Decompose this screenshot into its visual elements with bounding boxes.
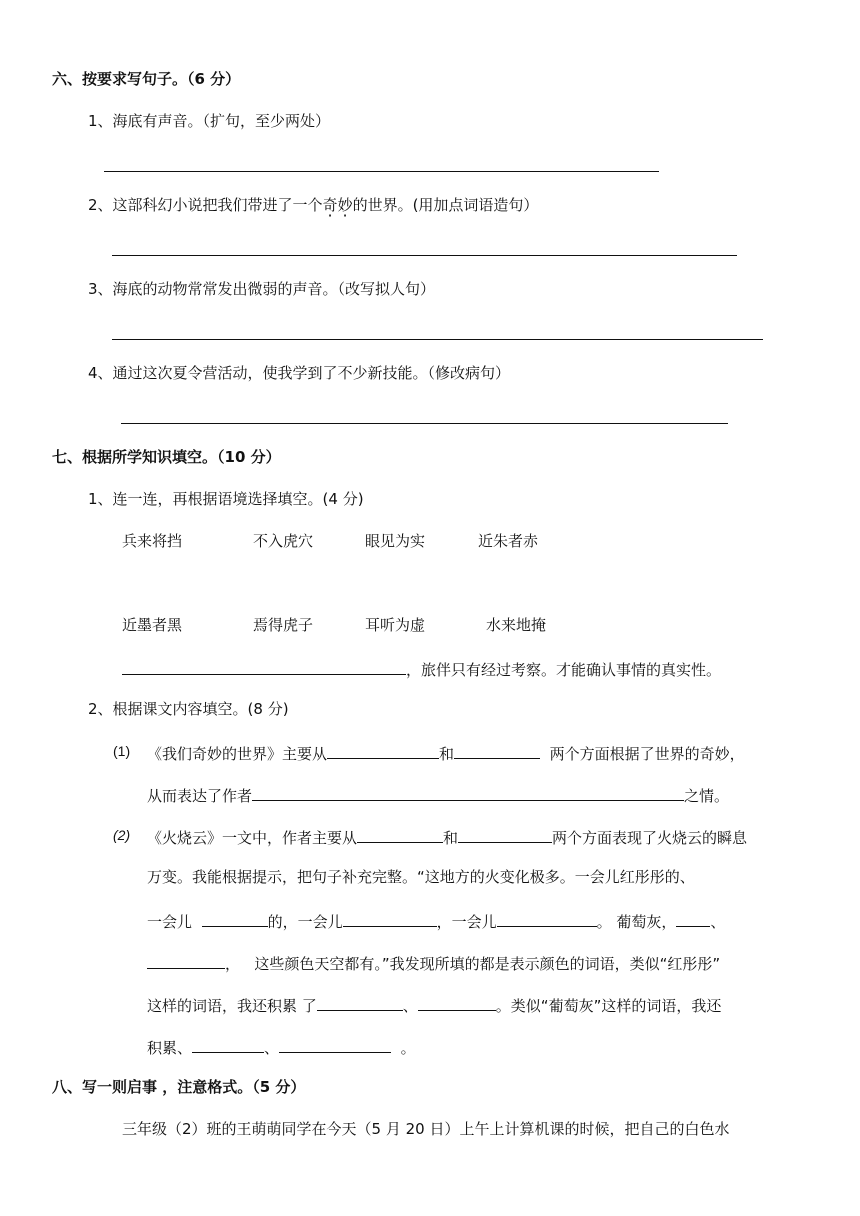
section-8-title: 八、写一则启事 ，注意格式。（5 分） (52, 1078, 306, 1096)
answer-line-6-2[interactable] (112, 255, 737, 256)
item-text: 之情。 (684, 787, 730, 805)
idiom-item[interactable]: 眼见为实 (365, 532, 426, 550)
item-text: 从而表达了作者 (147, 787, 253, 805)
item-text: 积累、 (147, 1039, 193, 1057)
item-7-2-2-line1 (147, 828, 747, 846)
idiom-item[interactable]: 不入虎穴 (253, 532, 314, 550)
idiom-item[interactable]: 焉得虎子 (253, 616, 314, 634)
item-text: 。类似“葡萄灰”这样的词语，我还 (495, 997, 722, 1015)
item-7-2-1-line2 (147, 786, 729, 804)
item-text: ，一会儿 (436, 913, 497, 931)
section-7-title: 七、根据所学知识填空。（10 分） (52, 448, 281, 466)
item-text: 一会儿 (147, 913, 193, 931)
blank[interactable] (202, 912, 268, 927)
item-7-2-2-line5 (147, 996, 721, 1014)
item-text: 和 (439, 745, 455, 763)
item-text: 、 (402, 997, 418, 1015)
blank[interactable] (279, 1038, 391, 1053)
idiom-fill-tail: ，旅伴只有经过考察。才能确认事情的真实性。 (406, 661, 722, 679)
item-text: 这样的词语，我还积累 了 (147, 997, 317, 1015)
idiom-item[interactable]: 近墨者黑 (122, 616, 183, 634)
item-text: 、 (710, 913, 726, 931)
idiom-item[interactable]: 耳听为虚 (365, 616, 426, 634)
dotted-char-qi: 奇 (322, 196, 338, 214)
question-6-4: 4、通过这次夏令营活动，使我学到了不少新技能。（修改病句） (88, 364, 511, 382)
question-6-2-text: 2、这部科幻小说把我们带进了一个 (88, 196, 323, 214)
blank[interactable] (252, 786, 684, 801)
item-7-2-2-line3 (147, 912, 725, 930)
idiom-item[interactable]: 水来地掩 (486, 616, 547, 634)
blank-7-1[interactable] (122, 660, 406, 675)
question-6-2-instruction: 的世界。(用加点词语造句） (352, 196, 539, 214)
blank[interactable] (497, 912, 597, 927)
item-text: 两个方面表现了火烧云的瞬息 (552, 829, 748, 847)
blank[interactable] (458, 828, 552, 843)
item-number: (2) (113, 827, 131, 843)
idiom-item[interactable]: 近朱者赤 (478, 532, 539, 550)
blank[interactable] (317, 996, 403, 1011)
blank[interactable] (357, 828, 443, 843)
item-7-2-2-line2: 万变。我能根据提示，把句子补充完整。“这地方的火变化极多。一会儿红彤彤的、 (147, 868, 695, 886)
item-7-2-2-line4 (147, 954, 720, 972)
idiom-item[interactable]: 兵来将挡 (122, 532, 183, 550)
blank[interactable] (147, 954, 225, 969)
blank[interactable] (192, 1038, 264, 1053)
answer-line-6-1[interactable] (104, 171, 659, 172)
blank[interactable] (676, 912, 710, 927)
notice-prompt-text: 三年级（2）班的王萌萌同学在今天（5 月 20 日）上午上计算机课的时候，把自己的白色水 (122, 1120, 730, 1138)
question-7-2: 2、根据课文内容填空。(8 分) (88, 700, 289, 718)
question-7-1: 1、连一连，再根据语境选择填空。(4 分) (88, 490, 364, 508)
item-text: 。 葡萄灰， (596, 913, 677, 931)
question-6-3: 3、海底的动物常常发出微弱的声音。（改写拟人句） (88, 280, 436, 298)
item-text: 、 (264, 1039, 280, 1057)
idiom-fill-sentence (122, 660, 721, 678)
dotted-char-miao: 妙 (337, 196, 353, 214)
item-text: 和 (443, 829, 459, 847)
blank[interactable] (327, 744, 439, 759)
item-number: (1) (113, 743, 131, 759)
blank[interactable] (343, 912, 437, 927)
item-text: 《我们奇妙的世界》主要从 (147, 745, 328, 763)
question-6-1: 1、海底有声音。（扩句，至少两处） (88, 112, 331, 130)
item-text: 的，一会儿 (267, 913, 343, 931)
item-text: 两个方面根据了世界的奇妙， (549, 745, 745, 763)
blank[interactable] (418, 996, 496, 1011)
item-7-2-2-line6 (147, 1038, 416, 1056)
blank[interactable] (454, 744, 540, 759)
item-7-2-1-line1 (147, 744, 745, 762)
answer-line-6-3[interactable] (112, 339, 763, 340)
item-text: ， (225, 955, 241, 973)
question-6-2 (88, 198, 538, 213)
item-text: 这些颜色天空都有。”我发现所填的都是表示颜色的词语，类似“红彤彤” (254, 955, 721, 973)
item-text: 。 (400, 1039, 416, 1057)
section-6-title: 六、按要求写句子。（6 分） (52, 70, 241, 88)
item-text: 《火烧云》一文中，作者主要从 (147, 829, 358, 847)
answer-line-6-4[interactable] (121, 423, 728, 424)
